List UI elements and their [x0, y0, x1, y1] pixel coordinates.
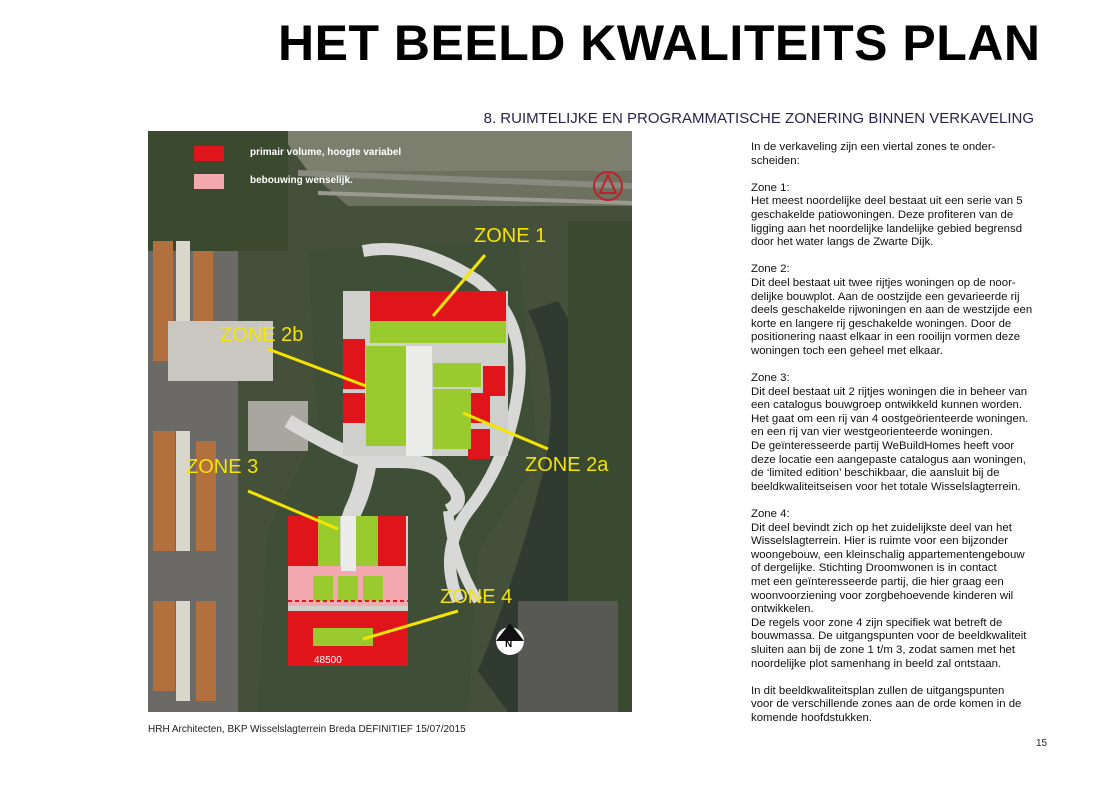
caption: HRH Architecten, BKP Wisselslagterrein Breda DEFINITIEF 15/07/2015: [148, 724, 466, 735]
paragraph-zone-2: Zone 2: Dit deel bestaat uit twee rijtjes woningen op de noor- delijke bouwplot. Aan de oostzijde een gevarieerde rij deels geschakelde rijwoningen en aan de westzijde een korte en langere rij geschakelde woningen. Door de positionering naast elkaar in een rooilijn vormen deze woningen toch een geheel met elkaar.: [751, 263, 1033, 357]
zone-2a-label: ZONE 2a: [525, 454, 609, 476]
zone-3-label: ZONE 3: [186, 456, 259, 478]
paragraph-intro: In de verkaveling zijn een viertal zones te onder- scheiden:: [751, 141, 996, 167]
page-number: 15: [1036, 738, 1048, 749]
legend-swatch-primary: [194, 146, 224, 161]
paragraph-zone-3: Zone 3: Dit deel bestaat uit 2 rijtjes woningen die in beheer van een catalogus bouwgroep ontwikkeld kunnen worden. Het gaat om een rij van 4 oostgeörienteerde woningen. en een rij van vier westgeorienteerde woningen. De geïnteresseerde partij WeBuildHomes heeft voor deze locatie een aangepaste catalogus aan woningen, de ‘limited edition’ beschikbaar, die aansluit bij de beeldkwaliteitseisen voor het totale Wisselslagterrein.: [751, 372, 1029, 493]
dimension-label: 48500: [314, 655, 342, 666]
legend-label-primary: primair volume, hoogte variabel: [250, 147, 402, 158]
north-label: N: [505, 639, 513, 650]
section-subtitle: 8. RUIMTELIJKE EN PROGRAMMATISCHE ZONERING BINNEN VERKAVELING: [483, 110, 1034, 127]
legend-swatch-pink: [194, 174, 224, 189]
body-text: [751, 141, 1051, 739]
paragraph-zone-1: Zone 1: Het meest noordelijke deel bestaat uit een serie van 5 geschakelde patiowoningen. Deze profiteren van de ligging aan het noordelijke landelijke gebied begrensd door het water langs de Zwarte Dijk.: [751, 181, 1023, 249]
paragraph-zone-4: Zone 4: Dit deel bevindt zich op het zuidelijkste deel van het Wisselslagterrein. Hier is ruimte voor een bijzonder woongebouw, een kleinschalig appartementengebouw of dergelijke. Stichting Droomwonen is in contact met een geïnteresseerde partij, die hier graag een woonvoorziening voor zorgbehoevende kinderen wil ontwikkelen. De regels voor zone 4 zijn specifiek wat betreft de bouwmassa. De uitgangspunten voor de beeldkwaliteit sluiten aan bij de zone 1 t/m 3, zodat samen met het noordelijke plot samenhang in beeld zal ontstaan.: [751, 508, 1027, 670]
page-title: HET BEELD KWALITEITS PLAN: [278, 15, 1041, 71]
aerial-photo: [148, 131, 632, 712]
legend-label-pink: bebouwing wenselijk.: [250, 175, 353, 186]
site-plan-map: [148, 131, 632, 712]
paragraph-closing: In dit beeldkwaliteitsplan zullen de uitgangspunten voor de verschillende zones aan de orde komen in de komende hoofdstukken.: [751, 684, 1022, 724]
zone-2b-label: ZONE 2b: [220, 324, 304, 346]
zone-1-label: ZONE 1: [474, 225, 547, 247]
zone-4-label: ZONE 4: [440, 586, 513, 608]
